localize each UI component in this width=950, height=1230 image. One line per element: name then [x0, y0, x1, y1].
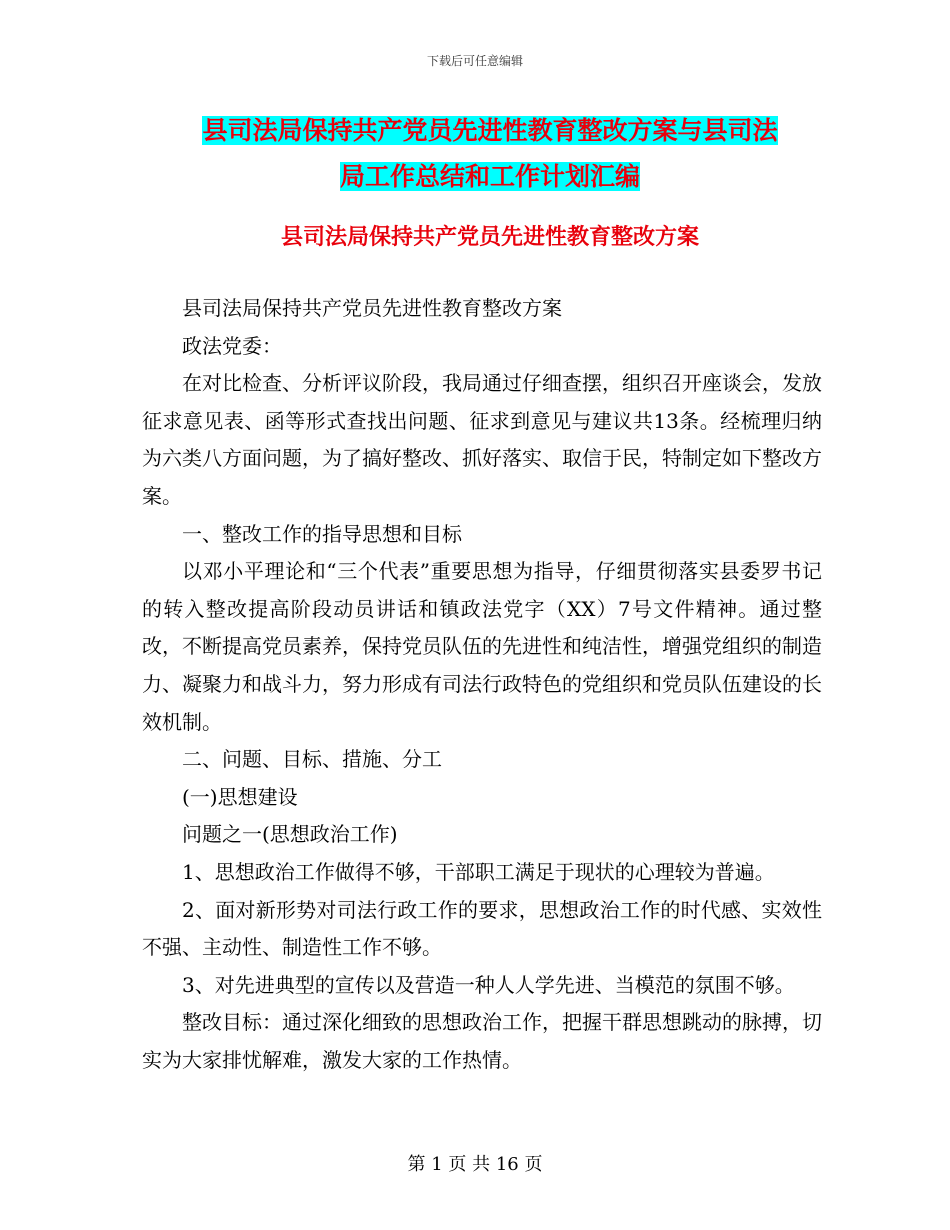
paragraph: 二、问题、目标、措施、分工	[182, 747, 442, 772]
paragraph: 1、思想政治工作做得不够，干部职工满足于现状的心理较为普遍。	[182, 859, 775, 884]
page-number: 第 1 页 共 16 页	[407, 1154, 543, 1175]
section-title: 县司法局保持共产党员先进性教育整改方案	[280, 224, 699, 250]
header-note: 下载后可任意编辑	[426, 54, 523, 68]
body-text	[142, 290, 822, 1079]
paragraph: 政法党委：	[182, 333, 282, 358]
paragraph: 以邓小平理论和“三个代表”重要思想为指导，仔细贯彻落实县委罗书记的转入整改提高阶段动员讲话和镇政法党字（XX）7号文件精神。通过整改，不断提高党员素养，保持党员队伍的先进性和纯洁性，增强党组织的制造力、凝聚力和战斗力，努力形成有司法行政特色的党组织和党员队伍建设的长效机制。	[142, 559, 822, 734]
paragraph: 问题之一(思想政治工作)	[182, 822, 398, 847]
paragraph: 县司法局保持共产党员先进性教育整改方案	[182, 296, 562, 320]
main-title	[140, 108, 840, 200]
main-title-line-1: 县司法局保持共产党员先进性教育整改方案与县司法	[202, 116, 778, 145]
paragraph: 一、整改工作的指导思想和目标	[182, 521, 462, 546]
paragraph: 在对比检查、分析评议阶段，我局通过仔细查摆，组织召开座谈会，发放征求意见表、函等形式查找出问题、征求到意见与建议共13条。经梳理归纳为六类八方面问题，为了搞好整改、抓好落实、取信于民，特制定如下整改方案。	[142, 371, 822, 508]
paragraph: 3、对先进典型的宣传以及营造一种人人学先进、当模范的氛围不够。	[182, 972, 795, 997]
main-title-line-2: 局工作总结和工作计划汇编	[339, 162, 640, 191]
paragraph: (一)思想建设	[182, 784, 298, 809]
paragraph: 2、面对新形势对司法行政工作的要求，思想政治工作的时代感、实效性不强、主动性、制造性工作不够。	[142, 897, 822, 960]
paragraph: 整改目标：通过深化细致的思想政治工作，把握干群思想跳动的脉搏，切实为大家排忧解难，激发大家的工作热情。	[142, 1010, 822, 1072]
